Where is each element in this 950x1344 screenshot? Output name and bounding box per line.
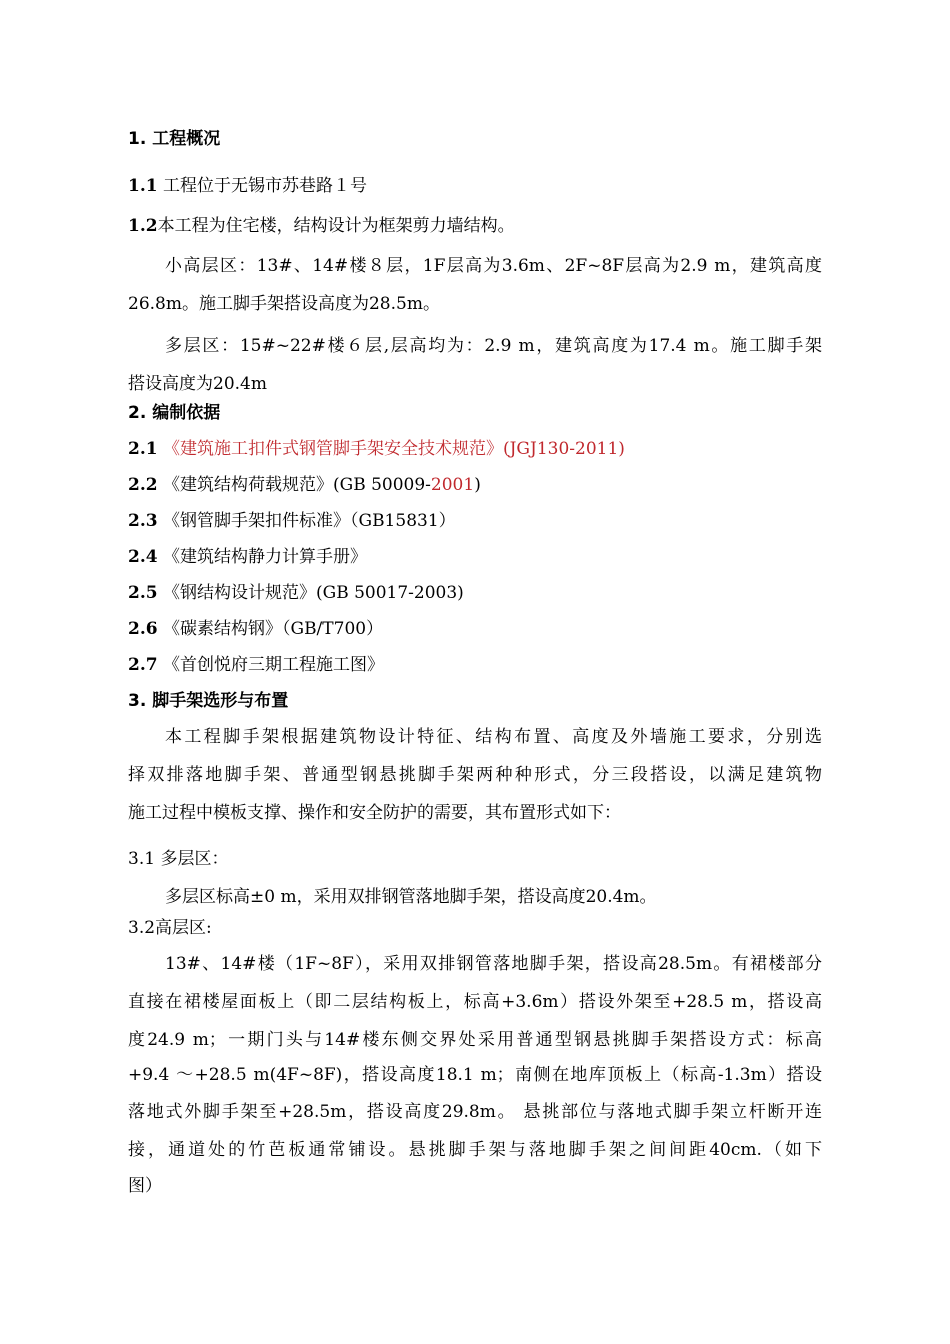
paragraph-line: 施工过程中模板支撑、操作和安全防护的需要，其布置形式如下： <box>128 803 621 823</box>
item-text: 《钢管脚手架扣件标准》（GB15831） <box>162 511 456 531</box>
paragraph-line: 落地式外脚手架至+28.5m，搭设高度29.8m。 悬挑部位与落地式脚手架立杆断开连 <box>128 1102 822 1122</box>
item-number: 2.3 <box>128 511 158 531</box>
item-text-tail: ) <box>474 475 481 495</box>
paragraph-line: 接，通道处的竹芭板通常铺设。悬挑脚手架与落地脚手架之间间距40cm.（如下 <box>128 1140 822 1160</box>
reference-item <box>128 438 625 460</box>
paragraph-line: 多层区标高±0 m，采用双排钢管落地脚手架，搭设高度20.4m。 <box>165 887 657 907</box>
item-number: 2.6 <box>128 619 158 639</box>
section-3-heading: 3. 脚手架选形与布置 <box>128 691 289 711</box>
item-number: 1.1 <box>128 176 158 196</box>
item-1-2 <box>128 215 515 237</box>
item-text: 本工程为住宅楼，结构设计为框架剪力墙结构。 <box>157 216 515 236</box>
item-text: 工程位于无锡市苏巷路１号 <box>157 176 367 196</box>
item-number: 2.2 <box>128 475 158 495</box>
reference-item <box>128 510 456 532</box>
paragraph-line: 度24.9 m；一期门头与14#楼东侧交界处采用普通型钢悬挑脚手架搭设方式：标高 <box>128 1030 822 1050</box>
item-number: 1.2 <box>128 216 158 236</box>
item-text: 《碳素结构钢》（GB/T700） <box>162 619 384 639</box>
paragraph-line: 图） <box>128 1176 162 1196</box>
reference-item <box>128 474 481 496</box>
item-number: 2.4 <box>128 547 158 567</box>
paragraph-line: 13#、14#楼（1F~8F），采用双排钢管落地脚手架，搭设高28.5m。有裙楼部分 <box>165 954 822 974</box>
paragraph-line: 小高层区：13#、14#楼８层，1F层高为3.6m、2F~8F层高为2.9 m，建筑高度 <box>165 256 822 276</box>
section-2-heading: 2. 编制依据 <box>128 403 221 423</box>
item-text: 《建筑结构静力计算手册》 <box>162 547 367 567</box>
item-text: 《钢结构设计规范》(GB 50017-2003) <box>162 583 464 603</box>
item-text-highlight: 2001 <box>430 475 475 495</box>
paragraph-line: 搭设高度为20.4m <box>128 374 267 394</box>
paragraph-line: 择双排落地脚手架、普通型钢悬挑脚手架两种种形式，分三段搭设，以满足建筑物 <box>128 765 822 785</box>
subsection-3-2: 3.2高层区: <box>128 918 212 938</box>
reference-item <box>128 582 464 604</box>
item-text: 《首创悦府三期工程施工图》 <box>162 655 384 675</box>
reference-item <box>128 546 367 568</box>
paragraph-line: 直接在裙楼屋面板上（即二层结构板上，标高+3.6m）搭设外架至+28.5 m，搭设高 <box>128 992 822 1012</box>
item-text: 《建筑施工扣件式钢管脚手架安全技术规范》(JGJ130-2011) <box>162 439 625 459</box>
subsection-3-1: 3.1 多层区： <box>128 849 229 869</box>
item-number: 2.7 <box>128 655 158 675</box>
item-number: 2.5 <box>128 583 158 603</box>
reference-item <box>128 618 383 640</box>
item-text: 《建筑结构荷载规范》(GB 50009- <box>162 475 431 495</box>
paragraph-line: 多层区：15#~22#楼６层,层高均为：2.9 m，建筑高度为17.4 m。施工脚手架 <box>165 336 822 356</box>
section-1-heading: 1. 工程概况 <box>128 129 221 149</box>
paragraph-line: 26.8m。施工脚手架搭设高度为28.5m。 <box>128 294 440 314</box>
item-1-1 <box>128 175 367 197</box>
paragraph-line: 本工程脚手架根据建筑物设计特征、结构布置、高度及外墙施工要求，分别选 <box>165 727 822 747</box>
item-number: 2.1 <box>128 439 158 459</box>
paragraph-line: +9.4 ～+28.5 m(4F~8F)，搭设高度18.1 m；南侧在地库顶板上（标高-1.3m）搭设 <box>128 1065 822 1085</box>
reference-item <box>128 654 384 676</box>
